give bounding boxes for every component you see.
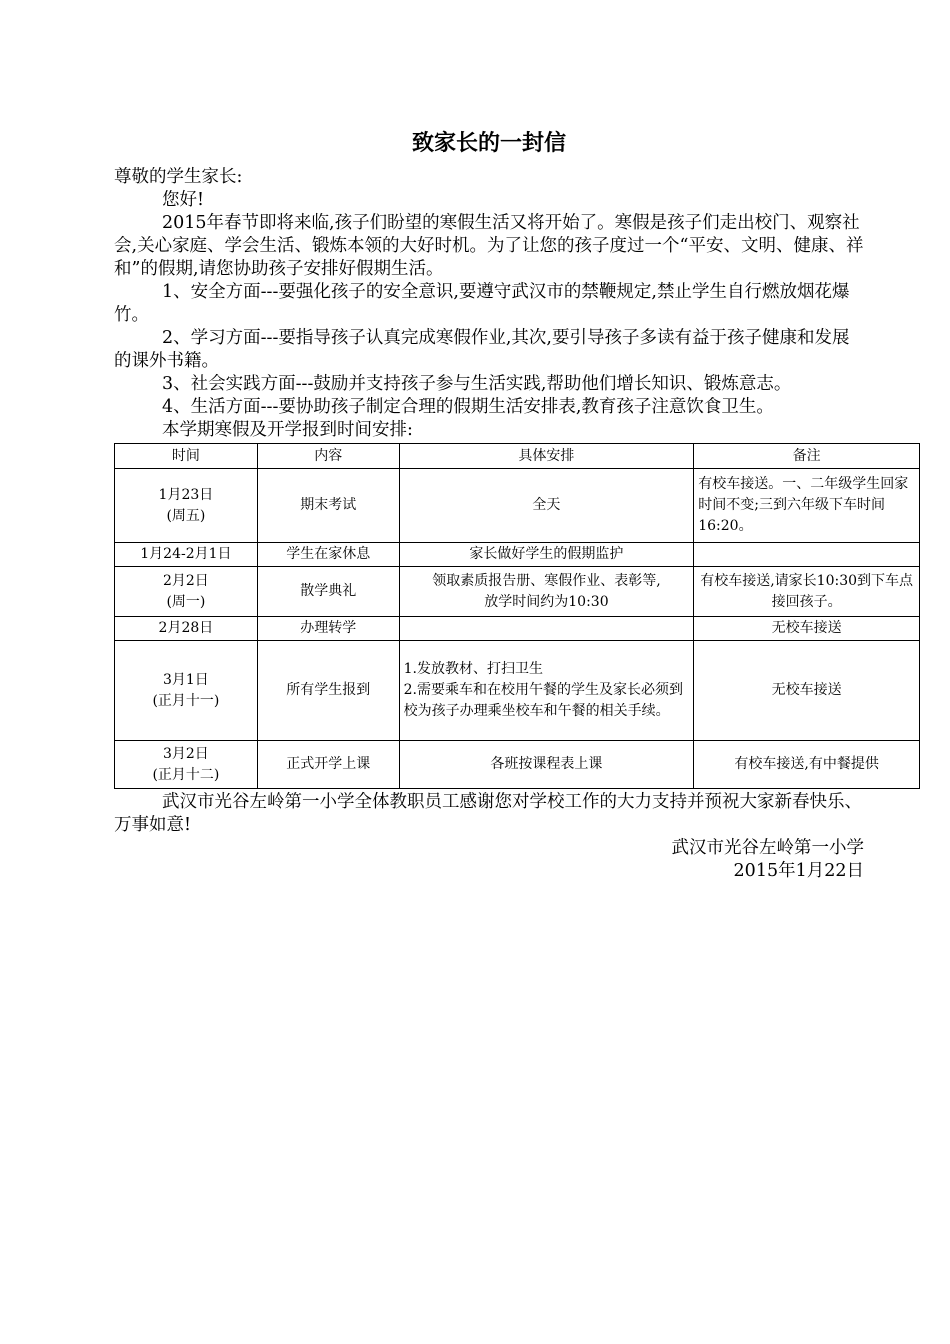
cell-time: 3月1日 (正月十一): [115, 641, 258, 741]
table-row: [115, 741, 920, 789]
cell-detail: 1.发放教材、打扫卫生 2.需要乘车和在校用午餐的学生及家长必须到校为孩子办理乘坐校车和午餐的相关手续。: [399, 641, 694, 741]
cell-detail: [399, 617, 694, 641]
cell-detail: 全天: [399, 469, 694, 543]
cell-time: 3月2日 (正月十二): [115, 741, 258, 789]
table-row: [115, 567, 920, 617]
cell-note: 有校车接送,有中餐提供: [694, 741, 920, 789]
cell-detail: 各班按课程表上课: [399, 741, 694, 789]
cell-time: 1月24-2月1日: [115, 543, 258, 567]
point-practice: 3、社会实践方面---鼓励并支持孩子参与生活实践,帮助他们增长知识、锻炼意志。: [162, 374, 792, 394]
cell-detail: 领取素质报告册、寒假作业、表彰等, 放学时间约为10:30: [399, 567, 694, 617]
cell-note: 无校车接送: [694, 641, 920, 741]
cell-content: 学生在家休息: [257, 543, 399, 567]
header-time: 时间: [115, 444, 258, 469]
cell-detail: 家长做好学生的假期监护: [399, 543, 694, 567]
header-note: 备注: [694, 444, 920, 469]
signature: 武汉市光谷左岭第一小学: [671, 838, 864, 858]
cell-content: 散学典礼: [257, 567, 399, 617]
cell-time: 1月23日 (周五): [115, 469, 258, 543]
schedule-table: [114, 443, 920, 789]
cell-time: 2月2日 (周一): [115, 567, 258, 617]
point-study: 2、学习方面---要指导孩子认真完成寒假作业,其次,要引导孩子多读有益于孩子健康和发展的课外书籍。: [114, 328, 850, 371]
cell-content: 期末考试: [257, 469, 399, 543]
header-detail: 具体安排: [399, 444, 694, 469]
point-life: 4、生活方面---要协助孩子制定合理的假期生活安排表,教育孩子注意饮食卫生。: [162, 397, 774, 417]
letter-page: [114, 126, 914, 883]
schedule-heading: 本学期寒假及开学报到时间安排:: [162, 420, 413, 440]
letter-title: 致家长的一封信: [411, 131, 566, 156]
cell-content: 正式开学上课: [257, 741, 399, 789]
point-safety: 1、安全方面---要强化孩子的安全意识,要遵守武汉市的禁鞭规定,禁止学生自行燃放烟花爆竹。: [114, 282, 850, 325]
table-header-row: [115, 444, 920, 469]
table-row: [115, 617, 920, 641]
cell-note: 无校车接送: [694, 617, 920, 641]
closing-paragraph: 武汉市光谷左岭第一小学全体教职员工感谢您对学校工作的大力支持并预祝大家新春快乐、万事如意!: [114, 792, 862, 835]
cell-note: 有校车接送。一、二年级学生回家时间不变;三到六年级下车时间16:20。: [694, 469, 920, 543]
cell-note: 有校车接送,请家长10:30到下车点接回孩子。: [694, 567, 920, 617]
greeting: 您好!: [162, 190, 205, 210]
header-content: 内容: [257, 444, 399, 469]
cell-note: [694, 543, 920, 567]
letter-date: 2015年1月22日: [733, 861, 864, 881]
cell-content: 办理转学: [257, 617, 399, 641]
cell-time: 2月28日: [115, 617, 258, 641]
intro-paragraph: 2015年春节即将来临,孩子们盼望的寒假生活又将开始了。寒假是孩子们走出校门、观察社会,关心家庭、学会生活、锻炼本领的大好时机。为了让您的孩子度过一个“平安、文明、健康、祥和”的假期,请您协助孩子安排好假期生活。: [114, 213, 864, 279]
table-row: [115, 641, 920, 741]
table-row: [115, 469, 920, 543]
cell-content: 所有学生报到: [257, 641, 399, 741]
table-row: [115, 543, 920, 567]
salutation: 尊敬的学生家长:: [114, 167, 243, 187]
